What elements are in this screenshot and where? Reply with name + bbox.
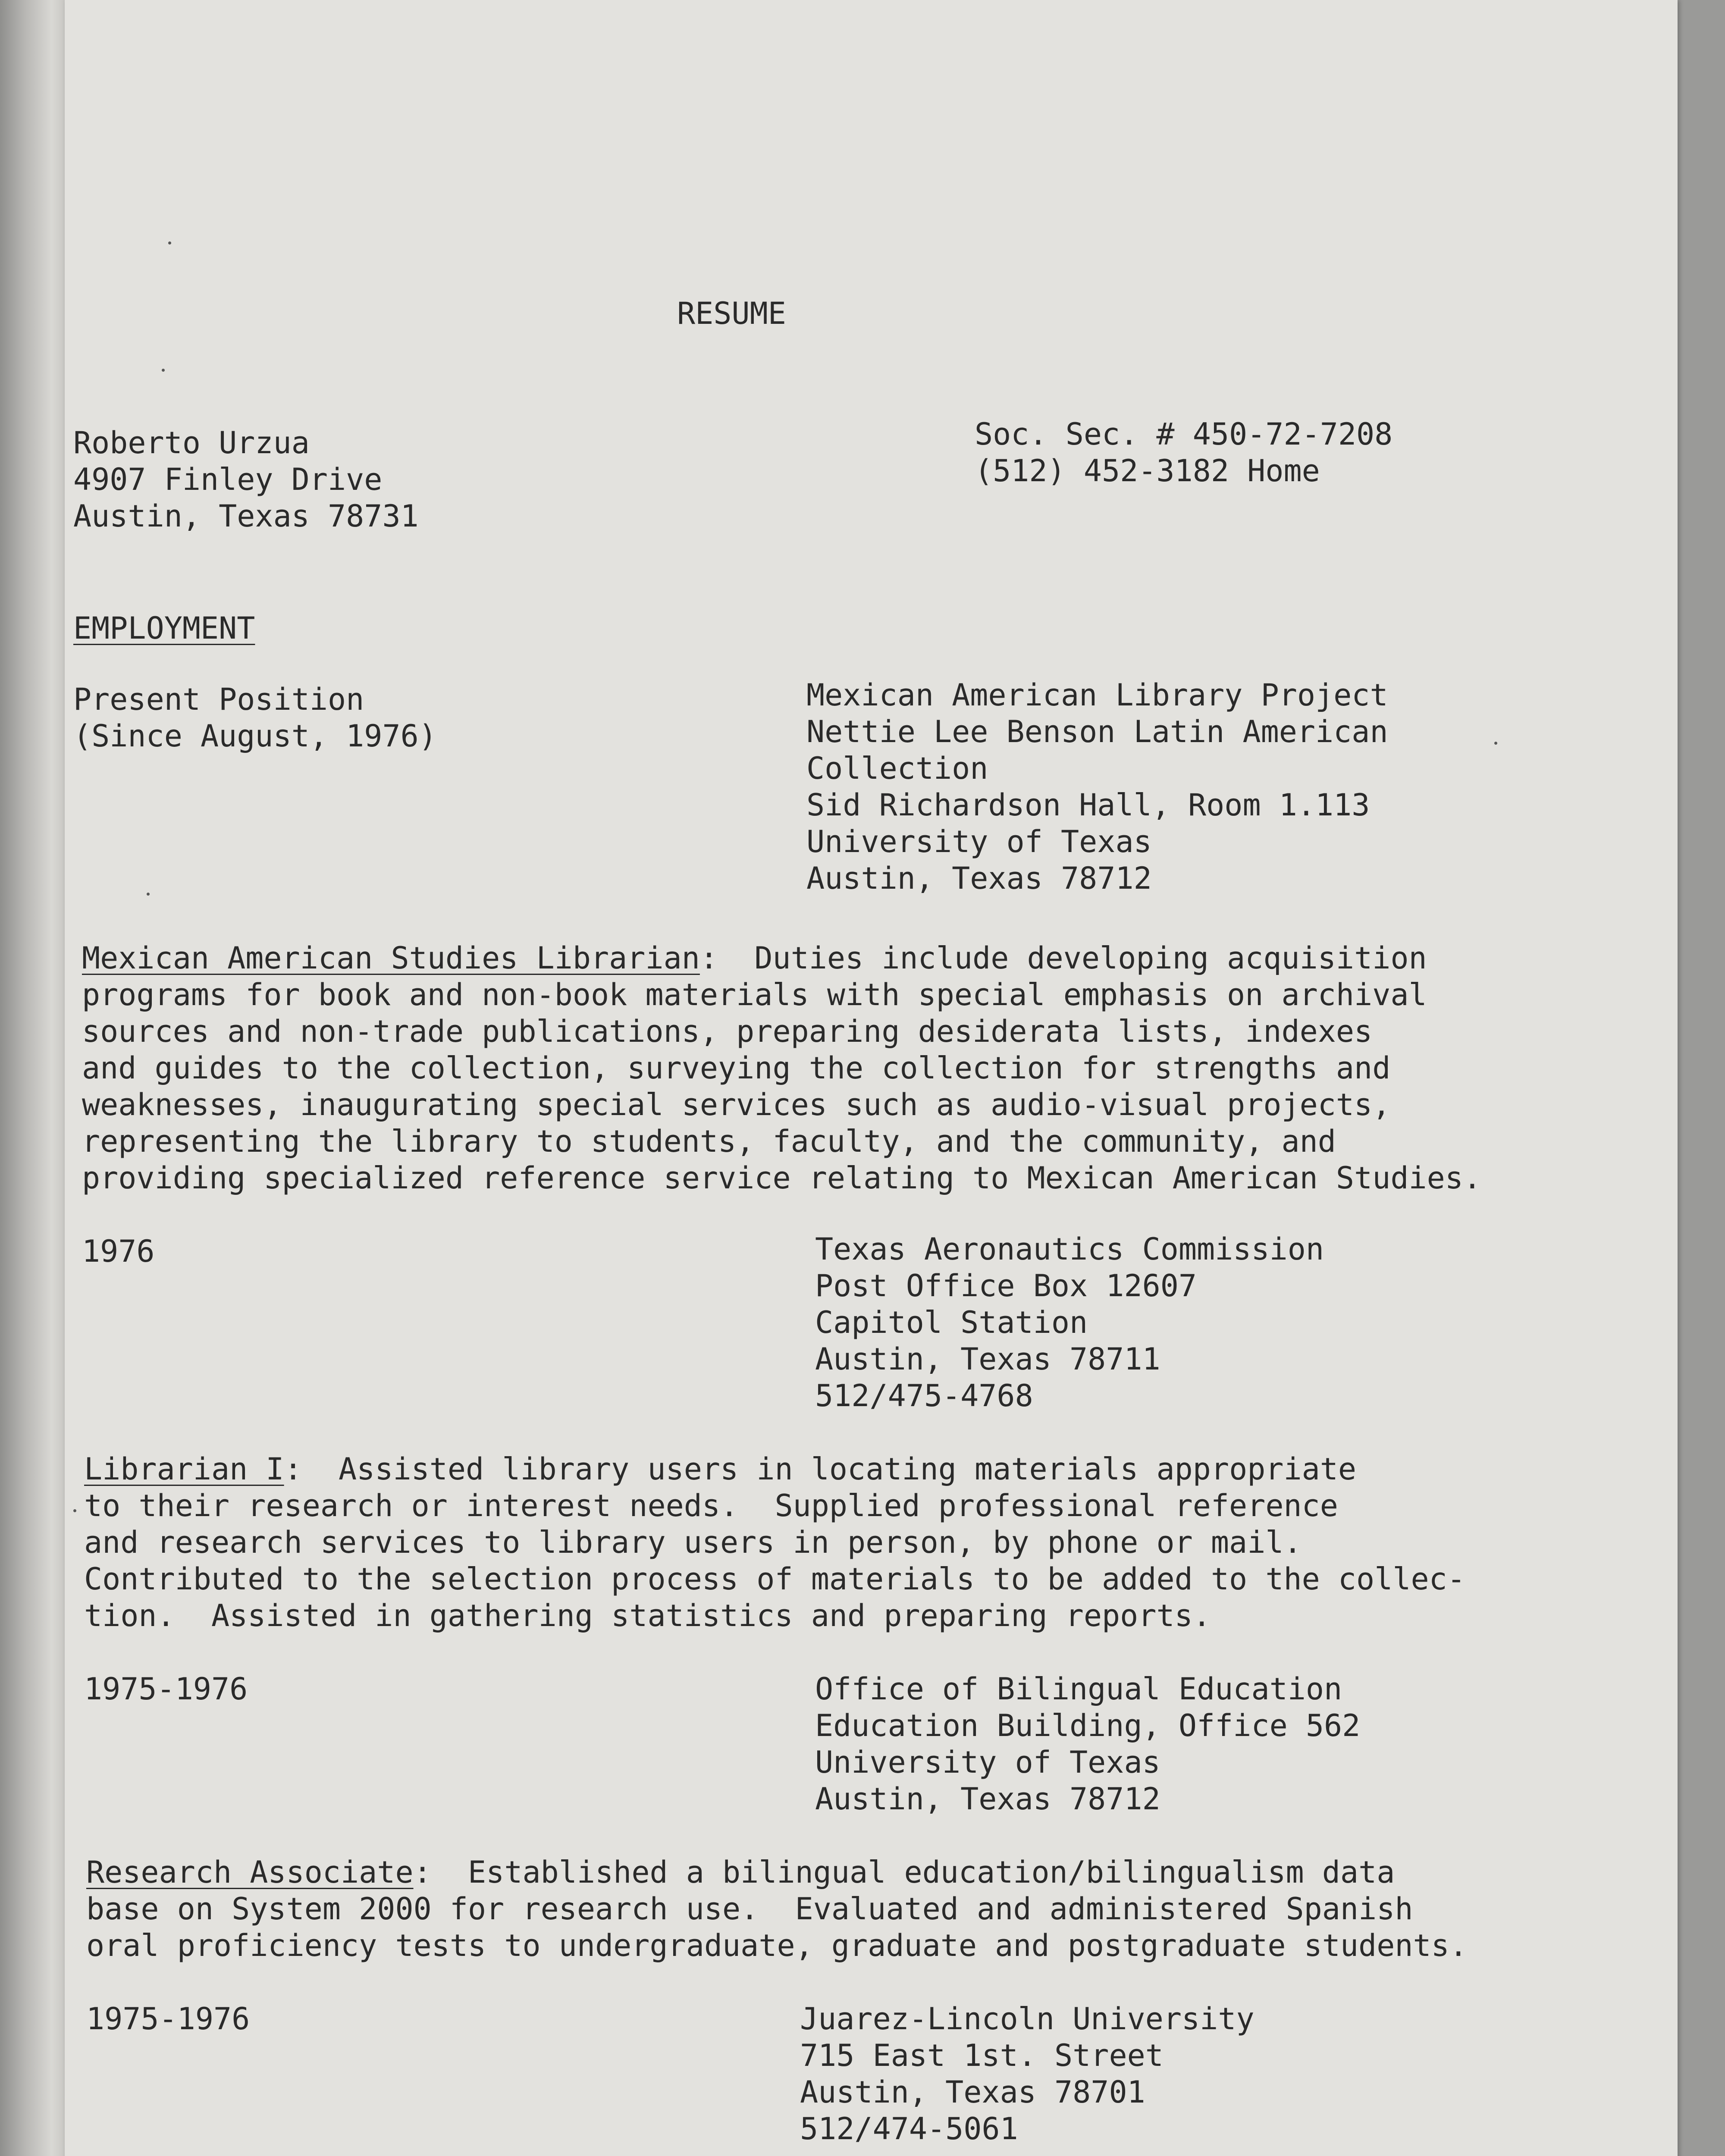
- employer-address-line: Sid Richardson Hall, Room 1.113: [806, 787, 1370, 823]
- employment-heading: EMPLOYMENT: [73, 611, 255, 646]
- employer-address-line: Juarez-Lincoln University: [800, 2001, 1255, 2037]
- employer-address-line: Austin, Texas 78701: [800, 2075, 1145, 2110]
- paper-speck: [168, 241, 171, 244]
- employer-address-line: Office of Bilingual Education: [815, 1671, 1342, 1707]
- employer-address-line: University of Texas: [806, 824, 1152, 859]
- job-duty-line: oral proficiency tests to undergraduate, graduate and postgraduate students.: [86, 1928, 1468, 1963]
- employer-address-line: Education Building, Office 562: [815, 1708, 1361, 1743]
- job-description-line: Research Associate: Established a bilingual education/bilingualism data: [86, 1855, 1395, 1890]
- job-description-line: Librarian I: Assisted library users in locating materials appropriate: [84, 1451, 1357, 1487]
- job-description-line: Mexican American Studies Librarian: Duties include developing acquisition: [82, 940, 1427, 976]
- resume-page: [65, 0, 1678, 2156]
- job-duty-text: Established a bilingual education/bilingualism data: [468, 1855, 1395, 1890]
- paper-speck: [147, 893, 150, 896]
- job-duty-line: programs for book and non-book materials with special emphasis on archival: [82, 977, 1427, 1012]
- job-date: 1975-1976: [86, 2001, 250, 2037]
- applicant-street: 4907 Finley Drive: [73, 462, 383, 497]
- present-position-since: (Since August, 1976): [73, 718, 437, 754]
- employer-address-line: University of Texas: [815, 1745, 1160, 1780]
- job-duty-line: to their research or interest needs. Supplied professional reference: [84, 1488, 1338, 1523]
- employer-address-line: Post Office Box 12607: [815, 1268, 1197, 1304]
- job-duty-line: and guides to the collection, surveying the collection for strengths and: [82, 1050, 1391, 1086]
- employer-address-line: 715 East 1st. Street: [800, 2038, 1164, 2073]
- social-security-number: Soc. Sec. # 450-72-7208: [975, 417, 1393, 452]
- paper-speck: [1494, 742, 1497, 745]
- applicant-city: Austin, Texas 78731: [73, 498, 419, 534]
- job-title: Librarian I: [84, 1451, 284, 1487]
- present-position-label: Present Position: [73, 682, 364, 717]
- job-date: 1976: [82, 1234, 155, 1269]
- job-duty-line: providing specialized reference service relating to Mexican American Studies.: [82, 1160, 1482, 1196]
- job-duty-line: representing the library to students, faculty, and the community, and: [82, 1124, 1336, 1159]
- job-duty-line: Contributed to the selection process of materials to be added to the collec-: [84, 1561, 1465, 1597]
- job-title: Mexican American Studies Librarian: [82, 940, 700, 976]
- paper-speck: [73, 1509, 76, 1512]
- job-date: 1975-1976: [84, 1671, 248, 1707]
- job-duty-line: and research services to library users in person, by phone or mail.: [84, 1525, 1302, 1560]
- employer-address-line: Collection: [806, 751, 988, 786]
- job-title: Research Associate: [86, 1855, 414, 1890]
- employer-address-line: 512/474-5061: [800, 2111, 1018, 2147]
- employer-address-line: Austin, Texas 78711: [815, 1341, 1160, 1377]
- job-duty-line: weaknesses, inaugurating special services such as audio-visual projects,: [82, 1087, 1391, 1122]
- employer-address-line: Nettie Lee Benson Latin American: [806, 714, 1388, 749]
- applicant-name: Roberto Urzua: [73, 425, 310, 461]
- job-duty-line: tion. Assisted in gathering statistics and preparing reports.: [84, 1598, 1211, 1633]
- employer-address-line: 512/475-4768: [815, 1378, 1033, 1413]
- page-title: RESUME: [677, 296, 786, 331]
- job-duty-line: base on System 2000 for research use. Evaluated and administered Spanish: [86, 1891, 1413, 1927]
- employer-address-line: Austin, Texas 78712: [815, 1781, 1160, 1817]
- employer-address-line: Mexican American Library Project: [806, 677, 1388, 713]
- employer-address-line: Capitol Station: [815, 1305, 1088, 1340]
- home-phone: (512) 452-3182 Home: [975, 453, 1320, 489]
- job-duty-text: Assisted library users in locating materials appropriate: [339, 1451, 1357, 1487]
- employer-address-line: Austin, Texas 78712: [806, 861, 1152, 896]
- binder-edge: [0, 0, 65, 2156]
- employer-address-line: Texas Aeronautics Commission: [815, 1232, 1324, 1267]
- paper-speck: [162, 369, 165, 372]
- job-duty-text: Duties include developing acquisition: [754, 940, 1427, 976]
- job-duty-line: sources and non-trade publications, preparing desiderata lists, indexes: [82, 1014, 1373, 1049]
